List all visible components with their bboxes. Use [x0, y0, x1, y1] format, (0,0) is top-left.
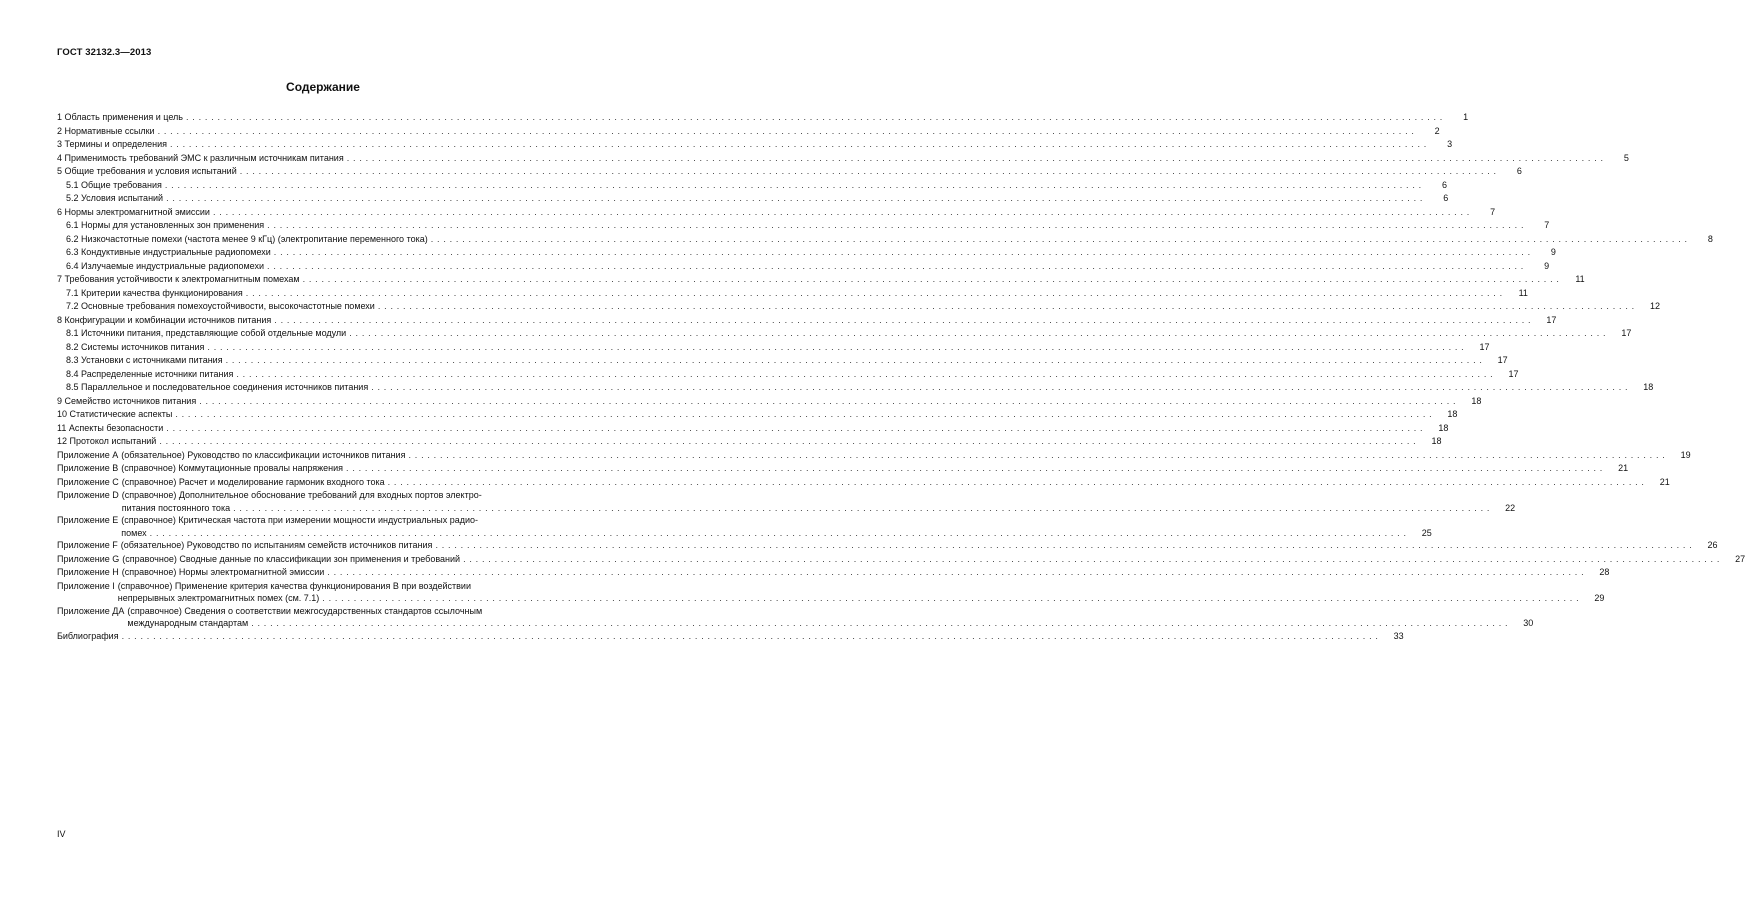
toc-entry[interactable] — [57, 152, 1629, 166]
dot-leader: ........................................................................................................................................................................................................ — [207, 341, 1468, 352]
appendix-prefix: Приложение В — [57, 463, 119, 473]
appendix-title-line1: (справочное) Применение критерия качества функционирования В при воздействии — [117, 580, 471, 591]
appendix-title: (справочное) Сводные данные по классификации зон применения и требований — [122, 553, 461, 564]
toc-entry-page: 12 — [1649, 301, 1660, 311]
toc-appendix-entry[interactable] — [57, 476, 1670, 490]
toc-entry-page: 6 — [1441, 179, 1447, 190]
toc-entry-page: 5 — [1623, 152, 1629, 163]
toc-entry[interactable] — [57, 327, 1632, 341]
dot-leader: ........................................................................................................................................................................................................ — [239, 166, 1500, 176]
toc-entry-page: 6 — [1516, 166, 1522, 176]
dot-leader: ........................................................................................................................................................................................................ — [302, 274, 1563, 284]
toc-entry[interactable] — [57, 300, 1660, 314]
dot-leader: ........................................................................................................................................................................................................ — [377, 301, 1638, 311]
appendix-prefix: Приложение D — [57, 490, 119, 500]
dot-leader: ........................................................................................................................................................................................................ — [121, 630, 1382, 641]
toc-entry-label: 8 Конфигурации и комбинации источников питания — [57, 314, 272, 325]
toc-entry[interactable] — [57, 138, 1453, 152]
dot-leader: ........................................................................................................................................................................................................ — [175, 409, 1436, 419]
toc-entry-page: 2 — [1434, 125, 1440, 136]
toc-entry-label: 1 Область применения и цель — [57, 112, 183, 122]
toc-entry-label: 6.3 Кондуктивные индустриальные радиопомехи — [66, 247, 271, 257]
toc-entry[interactable] — [57, 395, 1482, 409]
toc-entry-label: 5 Общие требования и условия испытаний — [57, 166, 237, 176]
toc-entry[interactable] — [57, 368, 1519, 382]
toc-entry[interactable] — [57, 287, 1528, 301]
appendix-prefix: Приложение Е — [57, 515, 119, 525]
dot-leader: ........................................................................................................................................................................................................ — [212, 206, 1474, 217]
toc-appendix-entry[interactable] — [57, 605, 1534, 630]
toc-entry-page: 27 — [1735, 553, 1745, 564]
toc-entry[interactable] — [57, 111, 1469, 125]
toc-entry[interactable] — [57, 408, 1458, 422]
toc-entry[interactable] — [57, 206, 1496, 220]
dot-leader: ........................................................................................................................................................................................................ — [251, 618, 1512, 628]
appendix-title-line1: (справочное) Сведения о соответствии межгосударственных стандартов ссылочным — [127, 605, 483, 616]
toc-entry-page: 18 — [1643, 382, 1654, 392]
appendix-prefix: Приложение С — [57, 476, 119, 487]
appendix-title: (справочное) Нормы электромагнитной эмиссии — [121, 567, 325, 577]
dot-leader: ........................................................................................................................................................................................................ — [327, 567, 1588, 577]
toc-entry-page: 17 — [1621, 328, 1632, 338]
toc-entry[interactable] — [57, 246, 1556, 260]
toc-entry-page: 18 — [1431, 436, 1442, 446]
toc-entry-page: 9 — [1544, 260, 1550, 271]
dot-leader: ........................................................................................................................................................................................................ — [387, 476, 1648, 487]
toc-entry-label: 12 Протокол испытаний — [57, 436, 157, 446]
toc-entry-page: 28 — [1599, 567, 1610, 577]
toc-entry[interactable] — [57, 314, 1557, 328]
toc-entry-page: 3 — [1447, 139, 1453, 149]
dot-leader: ........................................................................................................................................................................................................ — [245, 287, 1506, 298]
toc-entry[interactable] — [57, 354, 1508, 368]
dot-leader: ........................................................................................................................................................................................................ — [236, 368, 1497, 379]
toc-entry[interactable] — [57, 192, 1449, 206]
toc-appendix-entry[interactable] — [57, 580, 1605, 605]
toc-entry-page: 26 — [1707, 540, 1718, 550]
toc-entry-page: 9 — [1550, 247, 1556, 257]
dot-leader: ........................................................................................................................................................................................................ — [186, 112, 1447, 122]
dot-leader: ........................................................................................................................................................................................................ — [267, 220, 1528, 230]
toc-entry-page: 21 — [1618, 463, 1629, 473]
toc-entry-page: 17 — [1508, 368, 1519, 379]
dot-leader: ........................................................................................................................................................................................................ — [149, 527, 1410, 538]
toc-entry[interactable] — [57, 341, 1490, 355]
toc-entry-label: 9 Семейство источников питания — [57, 395, 197, 406]
toc-entry-page: 18 — [1447, 409, 1458, 419]
toc-entry-page: 11 — [1575, 274, 1585, 284]
dot-leader: ........................................................................................................................................................................................................ — [267, 260, 1528, 271]
toc-entry[interactable] — [57, 125, 1440, 139]
appendix-title-line2: непрерывных электромагнитных помех (см. 7.1) — [117, 593, 320, 603]
dot-leader: ........................................................................................................................................................................................................ — [169, 139, 1431, 149]
toc-entry-label: 8.3 Установки с источниками питания — [66, 355, 223, 365]
toc-entry-page: 30 — [1523, 618, 1534, 628]
toc-entry[interactable] — [57, 422, 1449, 436]
dot-leader: ........................................................................................................................................................................................................ — [346, 152, 1607, 163]
toc-entry-page: 1 — [1463, 112, 1469, 122]
toc-entry-page: 17 — [1497, 355, 1508, 365]
toc-entry[interactable] — [57, 435, 1442, 449]
appendix-title-line1: (справочное) Дополнительное обоснование требований для входных портов электро- — [121, 490, 482, 500]
toc-entry[interactable] — [57, 273, 1585, 287]
toc-entry-page: 11 — [1518, 287, 1528, 298]
toc-bibliography-entry[interactable] — [57, 630, 1404, 644]
toc-entry-page: 17 — [1546, 314, 1557, 325]
dot-leader: ........................................................................................................................................................................................................ — [233, 502, 1494, 513]
toc-entry[interactable] — [57, 219, 1550, 233]
appendix-prefix: Приложение А — [57, 449, 119, 460]
appendix-prefix: Приложение F — [57, 540, 118, 550]
toc-entry-label: 8.4 Распределенные источники питания — [66, 368, 234, 379]
appendix-title-line2: питания постоянного тока — [121, 502, 231, 513]
dot-leader: ........................................................................................................................................................................................................ — [166, 422, 1427, 433]
toc-entry-page: 8 — [1707, 233, 1713, 244]
appendix-title: (обязательное) Руководство по классификации источников питания — [121, 449, 406, 460]
toc-entry-label: 11 Аспекты безопасности — [57, 422, 164, 433]
toc-appendix-entry[interactable] — [57, 539, 1718, 553]
toc-entry-label: 10 Статистические аспекты — [57, 409, 173, 419]
appendix-prefix: Приложение G — [57, 553, 120, 564]
toc-entry-label: 7.1 Критерии качества функционирования — [66, 287, 243, 298]
toc-entry-label: 5.1 Общие требования — [66, 179, 162, 190]
toc-entry-page: 18 — [1438, 422, 1449, 433]
appendix-prefix: Приложение ДА — [57, 605, 125, 616]
toc-entry-page: 21 — [1659, 476, 1670, 487]
dot-leader: ........................................................................................................................................................................................................ — [273, 247, 1534, 257]
toc-entry[interactable] — [57, 165, 1522, 179]
appendix-title-line1: (справочное) Критическая частота при измерении мощности индустриальных радио- — [121, 515, 479, 525]
toc-entry-page: 6 — [1443, 193, 1449, 203]
standard-code-header: ГОСТ 32132.3—2013 — [57, 47, 152, 58]
toc-entry-label: 3 Термины и определения — [57, 139, 167, 149]
toc-entry-label: 8.2 Системы источников питания — [66, 341, 205, 352]
toc-appendix-entry[interactable] — [57, 489, 1516, 514]
toc-entry[interactable] — [57, 179, 1447, 193]
toc-entry-label: 2 Нормативные ссылки — [57, 125, 155, 136]
toc-entry-label: 6.4 Излучаемые индустриальные радиопомехи — [66, 260, 265, 271]
dot-leader: ........................................................................................................................................................................................................ — [408, 449, 1669, 460]
toc-entry[interactable] — [57, 233, 1713, 247]
appendix-prefix: Приложение Н — [57, 567, 119, 577]
toc-entry-page: 22 — [1505, 502, 1516, 513]
toc-entry-page: 29 — [1594, 593, 1605, 603]
appendix-title-line2: международным стандартам — [127, 618, 249, 628]
toc-entry-label: 8.1 Источники питания, представляющие собой отдельные модули — [66, 328, 347, 338]
toc-entry-page: 18 — [1471, 395, 1482, 406]
toc-entry[interactable] — [57, 260, 1550, 274]
appendix-title: (обязательное) Руководство по испытаниям семейств источников питания — [120, 540, 433, 550]
toc-entry-label: 6.2 Низкочастотные помехи (частота менее 9 кГц) (электропитание переменного тока) — [66, 233, 428, 244]
dot-leader: ........................................................................................................................................................................................................ — [463, 553, 1724, 564]
toc-entry-page: 7 — [1490, 206, 1496, 217]
toc-entry-label: 6.1 Нормы для установленных зон применения — [66, 220, 265, 230]
appendix-prefix: Приложение I — [57, 580, 115, 591]
appendix-title: (справочное) Коммутационные провалы напряжения — [121, 463, 344, 473]
dot-leader: ........................................................................................................................................................................................................ — [166, 193, 1427, 203]
toc-entry-page: 19 — [1680, 449, 1691, 460]
dot-leader: ........................................................................................................................................................................................................ — [157, 125, 1418, 136]
page-title: Содержание — [286, 80, 360, 94]
toc-entry-label: 8.5 Параллельное и последовательное соединения источников питания — [66, 382, 369, 392]
toc-entry-page: 7 — [1544, 220, 1550, 230]
dot-leader: ........................................................................................................................................................................................................ — [430, 233, 1691, 244]
toc-entry-label: 7.2 Основные требования помехоустойчивости, высокочастотные помехи — [66, 301, 375, 311]
toc-entry-label: 5.2 Условия испытаний — [66, 193, 164, 203]
toc-appendix-entry[interactable] — [57, 514, 1432, 539]
toc-entry-label: Библиография — [57, 630, 119, 641]
toc-entry-page: 33 — [1393, 630, 1404, 641]
toc-appendix-entry[interactable] — [57, 553, 1745, 567]
table-of-contents — [57, 111, 1745, 643]
dot-leader: ........................................................................................................................................................................................................ — [225, 355, 1486, 365]
dot-leader: ........................................................................................................................................................................................................ — [164, 179, 1425, 190]
dot-leader: ........................................................................................................................................................................................................ — [199, 395, 1460, 406]
toc-entry-label: 6 Нормы электромагнитной эмиссии — [57, 206, 210, 217]
toc-appendix-entry[interactable] — [57, 462, 1629, 476]
dot-leader: ........................................................................................................................................................................................................ — [346, 463, 1607, 473]
toc-entry-label: 7 Требования устойчивости к электромагнитным помехам — [57, 274, 300, 284]
dot-leader: ........................................................................................................................................................................................................ — [371, 382, 1632, 392]
toc-entry-page: 17 — [1479, 341, 1490, 352]
appendix-title-line2: помех — [121, 527, 147, 538]
dot-leader: ........................................................................................................................................................................................................ — [435, 540, 1696, 550]
dot-leader: ........................................................................................................................................................................................................ — [159, 436, 1420, 446]
dot-leader: ........................................................................................................................................................................................................ — [349, 328, 1610, 338]
page-number-footer: IV — [57, 829, 66, 839]
toc-entry-label: 4 Применимость требований ЭМС к различным источникам питания — [57, 152, 344, 163]
toc-entry-page: 25 — [1421, 527, 1432, 538]
appendix-title: (справочное) Расчет и моделирование гармоник входного тока — [121, 476, 385, 487]
toc-entry[interactable] — [57, 381, 1654, 395]
dot-leader: ........................................................................................................................................................................................................ — [322, 593, 1583, 603]
toc-appendix-entry[interactable] — [57, 566, 1610, 580]
dot-leader: ........................................................................................................................................................................................................ — [274, 314, 1535, 325]
toc-appendix-entry[interactable] — [57, 449, 1691, 463]
